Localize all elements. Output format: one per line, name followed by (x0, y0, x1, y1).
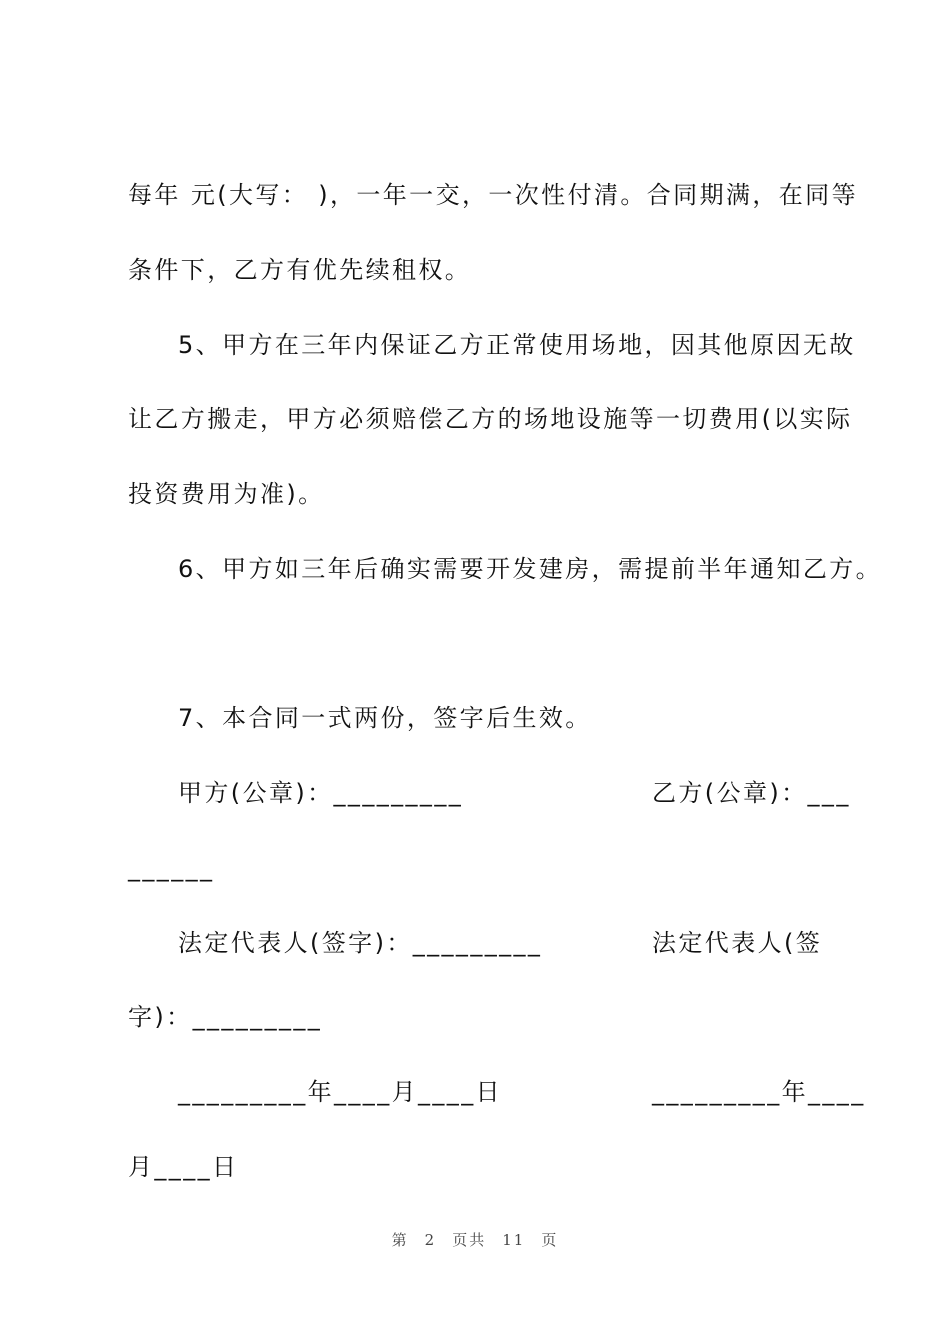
party-a-date: _________年____月____日 (178, 1078, 502, 1106)
page-number: 2 (424, 1231, 437, 1249)
party-b-date-continued: 月____日 (128, 1153, 239, 1181)
party-a-representative: 法定代表人(签字)：_________ (178, 929, 543, 957)
party-b-representative-continued: 字)：_________ (128, 1003, 323, 1031)
party-b-seal-continued: ______ (128, 854, 215, 882)
clause-5-line: 投资费用为准)。 (128, 480, 325, 508)
paragraph-line: 条件下，乙方有优先续租权。 (128, 256, 472, 284)
footer-label: 页 (541, 1231, 559, 1249)
clause-6-line: 6、甲方如三年后确实需要开发建房，需提前半年通知乙方。 (178, 555, 883, 583)
footer-label: 页共 (452, 1231, 487, 1249)
party-b-seal: 乙方(公章)：___ (652, 779, 851, 807)
clause-5-line: 让乙方搬走，甲方必须赔偿乙方的场地设施等一切费用(以实际 (128, 405, 853, 433)
paragraph-line: 每年 元(大写： )，一年一交，一次性付清。合同期满，在同等 (128, 181, 858, 209)
page-footer (0, 1229, 950, 1250)
clause-5-line: 5、甲方在三年内保证乙方正常使用场地，因其他原因无故 (178, 331, 856, 359)
clause-7-line: 7、本合同一式两份，签字后生效。 (178, 704, 592, 732)
footer-label: 第 (391, 1231, 409, 1249)
total-pages: 11 (502, 1231, 526, 1249)
party-b-date: _________年____ (652, 1078, 866, 1106)
party-a-seal: 甲方(公章)：_________ (178, 779, 464, 807)
party-b-representative: 法定代表人(签 (652, 929, 823, 957)
